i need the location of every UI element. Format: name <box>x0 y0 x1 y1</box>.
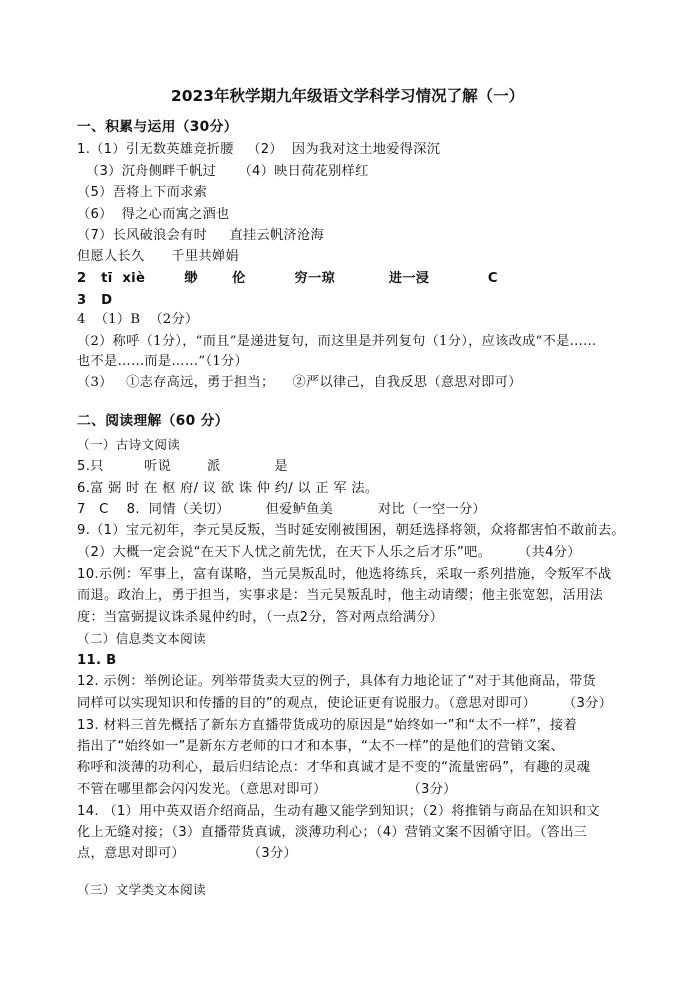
answer-line: （3）沉舟侧畔千帆过 （4）映日荷花别样红 <box>77 164 369 179</box>
subsection-heading: （三）文学类文本阅读 <box>77 882 206 897</box>
section-heading-1: 一、积累与运用（30分） <box>77 119 238 135</box>
answer-line: 也不是……而是……”（1分） <box>77 354 248 369</box>
answer-line: 1.（1）引无数英雄竞折腰 （2） 因为我对这土地爱得深沉 <box>77 142 441 157</box>
answer-line: 6.富 弼 时 在 枢 府/ 议 欲 诛 仲 约/ 以 正 军 法。 <box>77 481 379 496</box>
answer-line: 不管在哪里都会闪闪发光。（意思对即可） （3分） <box>77 782 457 797</box>
answer-line: （2）称呼（1分），“而且”是递进复句，而这里是并列复句（1分），应该改成“不是…… <box>77 334 597 349</box>
answer-line: 7 C 8. 同情（关切） 但爱鲈鱼美 对比（一空一分） <box>77 502 486 517</box>
answer-line: 5.只 听说 派 是 <box>77 459 288 474</box>
answer-line: 化上无缝对接；（3）直播带货真诚，淡薄功利心；（4）营销文案不因循守旧。（答出三 <box>77 825 588 840</box>
answer-line: 14. （1）用中英双语介绍商品，生动有趣又能学到知识；（2）将推销与商品在知识和文 <box>77 804 600 819</box>
answer-line: 4 （1）B （2分） <box>77 312 199 327</box>
answer-line: 11. B <box>77 653 117 668</box>
answer-line: 度：当富弼提议诛杀晁仲约时，（一点2分，答对两点给满分） <box>77 610 444 625</box>
section-heading-2: 二、阅读理解（60 分） <box>77 413 229 429</box>
answer-line: 但愿人长久 千里共婵娟 <box>77 249 239 264</box>
document-title: 2023年秋学期九年级语文学科学习情况了解（一） <box>170 87 525 105</box>
answer-line: （7）长风破浪会有时 直挂云帆济沧海 <box>77 228 324 243</box>
answer-line: 2 tī xiè 缈 伦 穷一琼 进一浸 C <box>77 271 498 286</box>
answer-line: 12. 示例：举例论证。列举带货卖大豆的例子，具体有力地论证了“对于其他商品，带货 <box>77 674 597 689</box>
answer-line: 点，意思对即可） （3分） <box>77 846 297 861</box>
answer-line: 10.示例：军事上，富有谋略，当元昊叛乱时，他选将练兵，采取一系列措施，令叛军不战 <box>77 567 612 582</box>
answer-line: 指出了“始终如一”是新东方老师的口才和本事，“太不一样”的是他们的营销文案、 <box>77 739 565 754</box>
subsection-heading: （一）古诗文阅读 <box>77 437 181 452</box>
answer-line: （3） ①志存高远，勇于担当； ②严以律己，自我反思（意思对即可） <box>77 375 522 390</box>
subsection-heading: （二）信息类文本阅读 <box>77 631 206 646</box>
answer-line: 13. 材料三首先概括了新东方直播带货成功的原因是“始终如一”和“太不一样”，接着 <box>77 718 577 733</box>
answer-line: （2）大概一定会说“在天下人忧之前先忧，在天下人乐之后才乐”吧。 （共4分） <box>77 545 581 560</box>
answer-line: 9.（1）宝元初年，李元昊反叛，当时延安刚被围困，朝廷选择将领，众将都害怕不敢前去。 <box>77 523 625 538</box>
answer-line: 3 D <box>77 293 113 308</box>
answer-line: 同样可以实现知识和传播的目的”的观点，使论证更有说服力。（意思对即可） （3分） <box>77 696 613 711</box>
answer-line: （6） 得之心而寓之酒也 <box>77 207 230 222</box>
answer-line: （5）吾将上下而求索 <box>77 185 208 200</box>
answer-line: 称呼和淡薄的功利心，最后归结论点：才华和真诚才是不变的“流量密码”，有趣的灵魂 <box>77 760 591 775</box>
answer-line: 而退。政治上，勇于担当，实事求是：当元昊叛乱时，他主动请缨；他主张宽恕，活用法 <box>77 588 604 603</box>
